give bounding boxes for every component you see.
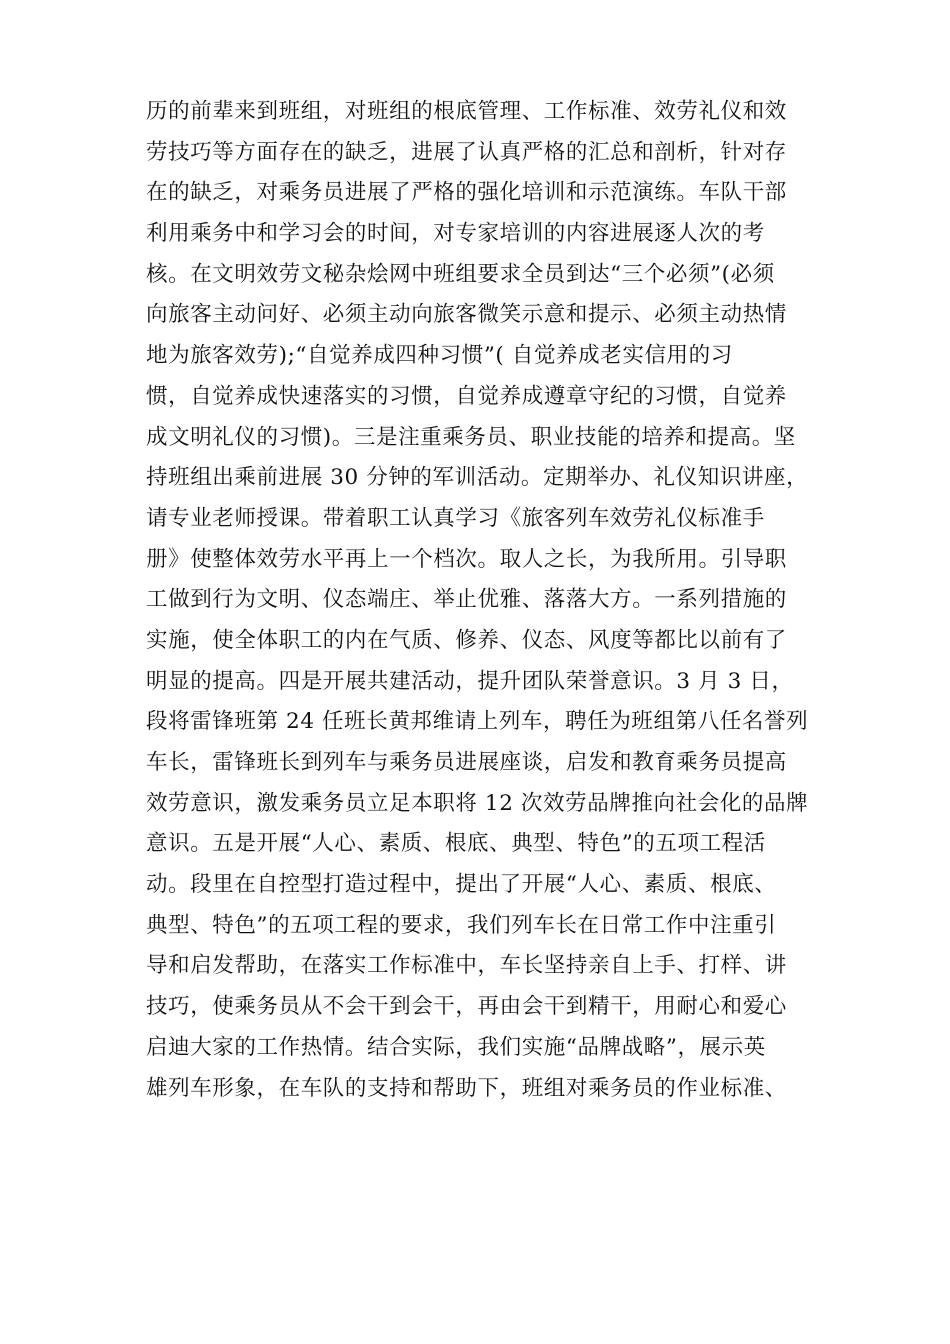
text-line-25: 雄列车形象，在车队的支持和帮助下，班组对乘务员的作业标准、 bbox=[146, 1075, 787, 1101]
body-text bbox=[146, 92, 826, 1109]
text-line-16: 段将雷锋班第 24 任班长黄邦维请上列车，聘任为班组第八任名誉列 bbox=[146, 709, 809, 735]
text-line-24: 启迪大家的工作热情。结合实际，我们实施“品牌战略”，展示英 bbox=[146, 1034, 766, 1060]
text-line-5: 核。在文明效劳文秘杂烩网中班组要求全员到达“三个必须”(必须 bbox=[146, 261, 775, 287]
text-line-9: 成文明礼仪的习惯)。三是注重乘务员、职业技能的培养和提高。坚 bbox=[146, 424, 796, 450]
text-line-17: 车长，雷锋班长到列车与乘务员进展座谈，启发和教育乘务员提高 bbox=[146, 750, 787, 775]
text-line-22: 导和启发帮助，在落实工作标准中，车长坚持亲自上手、打样、讲 bbox=[146, 953, 787, 979]
text-line-6: 向旅客主动问好、必须主动向旅客微笑示意和提示、必须主动热情 bbox=[146, 302, 787, 328]
text-line-10: 持班组出乘前进展 30 分钟的军训活动。定期举办、礼仪知识讲座， bbox=[146, 465, 809, 491]
text-line-19: 意识。五是开展“人心、素质、根底、典型、特色”的五项工程活 bbox=[146, 831, 766, 857]
text-line-20: 动。段里在自控型打造过程中，提出了开展“人心、素质、根底、 bbox=[146, 872, 777, 898]
text-line-18: 效劳意识，激发乘务员立足本职将 12 次效劳品牌推向社会化的品牌 bbox=[146, 790, 809, 816]
text-line-15: 明显的提高。四是开展共建活动，提升团队荣誉意识。3 月 3 日， bbox=[146, 668, 794, 694]
text-line-13: 工做到行为文明、仪态端庄、举止优雅、落落大方。一系列措施的 bbox=[146, 587, 787, 613]
text-line-23: 技巧，使乘务员从不会干到会干，再由会干到精干，用耐心和爱心 bbox=[146, 994, 787, 1020]
text-line-14: 实施，使全体职工的内在气质、修养、仪态、风度等都比以前有了 bbox=[146, 627, 787, 653]
text-line-1: 历的前辈来到班组，对班组的根底管理、工作标准、效劳礼仪和效 bbox=[146, 99, 787, 124]
text-line-11: 请专业老师授课。带着职工认真学习《旅客列车效劳礼仪标准手 bbox=[146, 505, 765, 531]
text-line-3: 在的缺乏，对乘务员进展了严格的强化培训和示范演练。车队干部 bbox=[146, 180, 787, 206]
text-line-8: 惯，自觉养成快速落实的习惯，自觉养成遵章守纪的习惯，自觉养 bbox=[146, 383, 787, 409]
text-line-21: 典型、特色”的五项工程的要求，我们列车长在日常工作中注重引 bbox=[146, 912, 777, 938]
text-line-2: 劳技巧等方面存在的缺乏，进展了认真严格的汇总和剖析，针对存 bbox=[146, 139, 787, 165]
text-line-7: 地为旅客效劳);“自觉养成四种习惯”( 自觉养成老实信用的习 bbox=[146, 343, 733, 369]
text-line-12: 册》使整体效劳水平再上一个档次。取人之长，为我所用。引导职 bbox=[146, 546, 787, 572]
text-line-4: 利用乘务中和学习会的时间，对专家培训的内容进展逐人次的考 bbox=[146, 221, 765, 247]
